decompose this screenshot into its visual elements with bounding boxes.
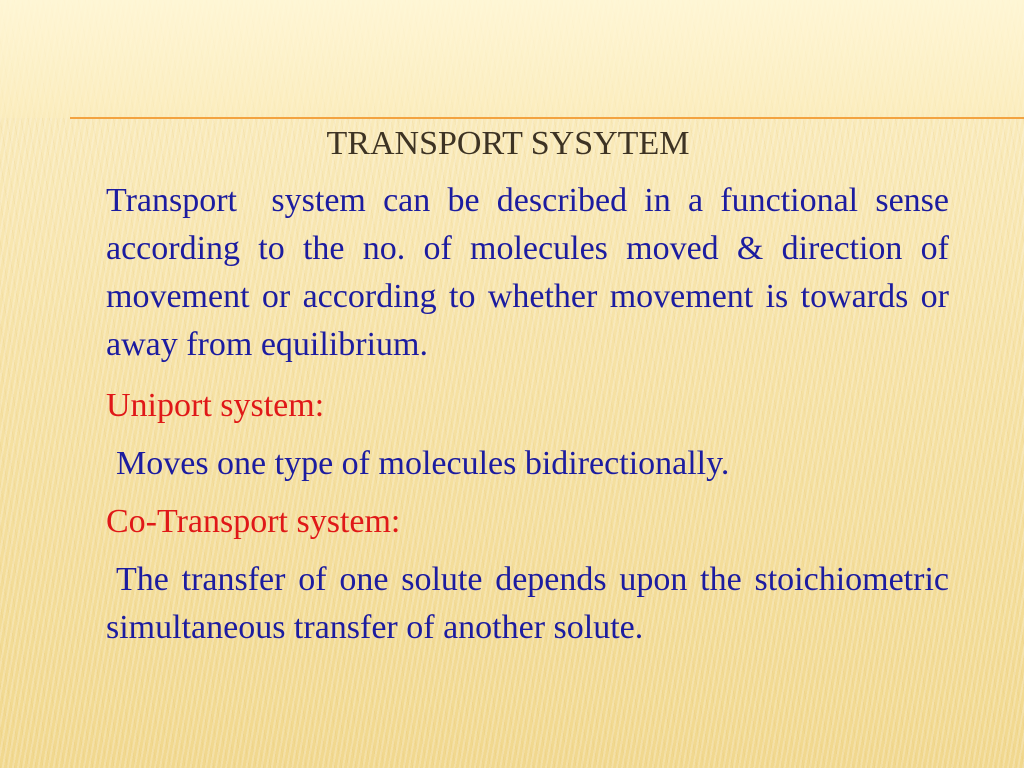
uniport-description: Moves one type of molecules bidirectionally.	[116, 445, 730, 482]
cotransport-description-text: The transfer of one solute depends upon the stoichiometric simultaneous transfer of another solute.	[106, 561, 966, 646]
header-divider	[70, 117, 1024, 119]
cotransport-description	[106, 556, 966, 652]
intro-paragraph: Transport system can be described in a functional sense according to the no. of molecules moved & direction of movement or according to whether movement is towards or away from equilibrium.	[106, 182, 958, 363]
cotransport-heading: Co-Transport system:	[106, 503, 401, 540]
slide-title-text: TRANSPORT SYSYTEM	[326, 125, 690, 162]
uniport-heading: Uniport system:	[106, 387, 325, 424]
slide-header-band	[0, 0, 1024, 118]
slide-title	[0, 122, 1024, 166]
slide-body	[106, 177, 966, 652]
